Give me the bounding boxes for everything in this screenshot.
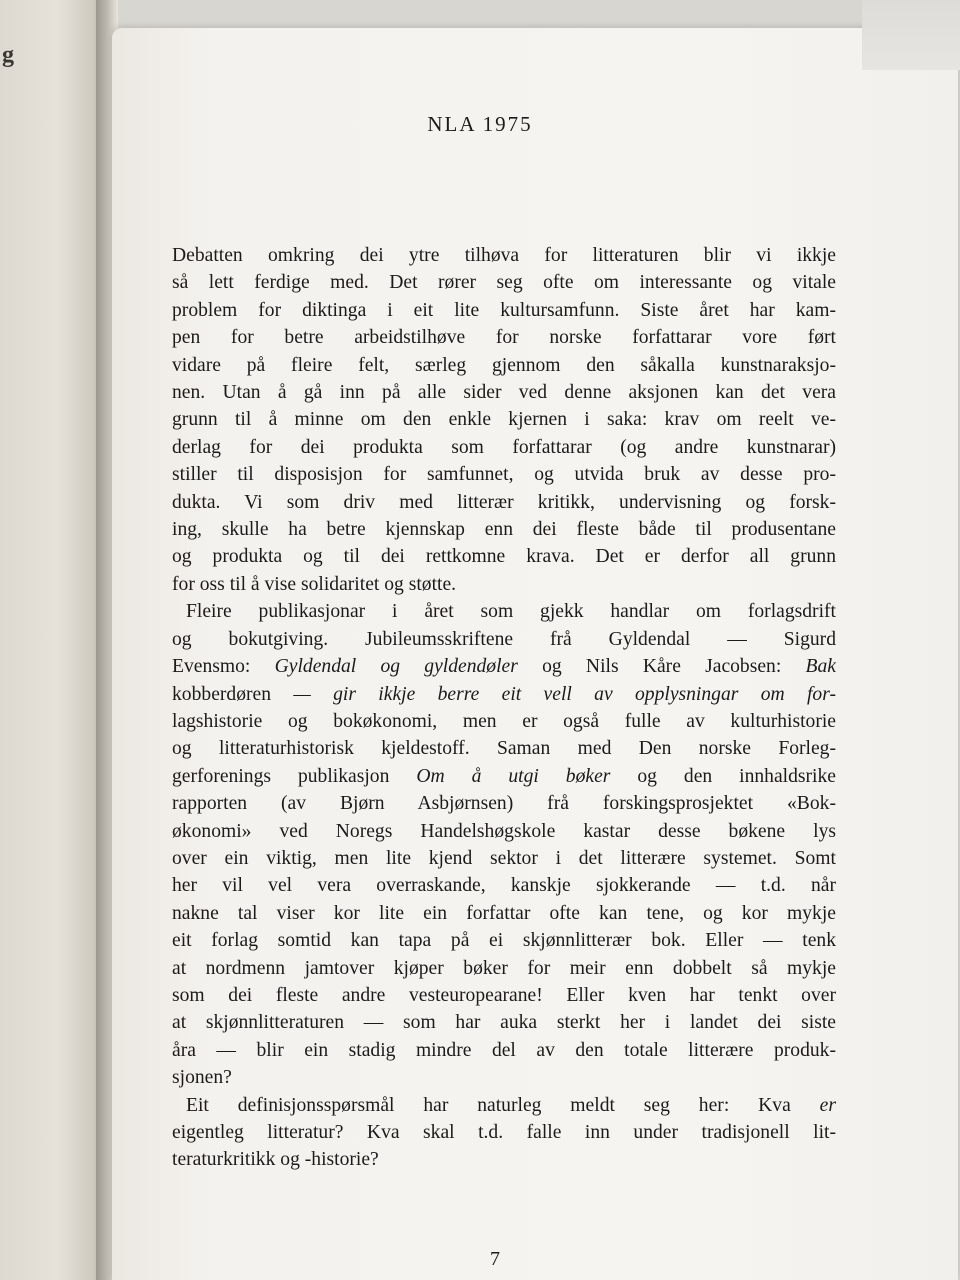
text-line [172, 845, 836, 872]
text-line [172, 1037, 836, 1064]
text-line [172, 269, 836, 296]
text-line [172, 1009, 836, 1036]
text-line [172, 626, 836, 653]
body-text [172, 242, 836, 1174]
text-line [172, 900, 836, 927]
text-segment: at skjønnlitteraturen — som har auka sterkt her i landet dei siste [172, 1012, 836, 1034]
text-line [172, 324, 836, 351]
text-line [172, 708, 836, 735]
paragraph-3 [172, 1092, 836, 1174]
text-line [172, 955, 836, 982]
text-segment: problem for diktinga i eit lite kultursamfunn. Siste året har kam- [172, 299, 836, 321]
text-segment: derlag for dei produkta som forfattarar (og andre kunstnarar) [172, 436, 836, 458]
text-segment: nakne tal viser kor lite ein forfattar ofte kan tene, og kor mykje [172, 902, 836, 924]
text-segment: ing, skulle ha betre kjennskap enn dei fleste både til produsentane [172, 519, 836, 541]
text-segment: dukta. Vi som driv med litterær kritikk, undervisning og forsk- [172, 491, 836, 513]
text-segment: og produkta og til dei rettkomne krava. Det er derfor all grunn [172, 546, 836, 568]
text-segment: og bokutgiving. Jubileumsskriftene frå Gyldendal — Sigurd [172, 628, 836, 650]
text-line [172, 1064, 836, 1091]
text-line [172, 297, 836, 324]
text-line [172, 242, 836, 269]
text-line [172, 872, 836, 899]
text-segment: nen. Utan å gå inn på alle sider ved denne aksjonen kan det vera [172, 382, 836, 404]
text-segment: Evensmo: [172, 656, 275, 678]
text-segment: sjonen? [172, 1067, 232, 1089]
text-segment: eit forlag somtid kan tapa på ei skjønnlitterær bok. Eller — tenk [172, 930, 836, 952]
text-segment: Eit definisjonsspørsmål har naturleg meldt seg her: Kva [186, 1094, 820, 1116]
text-line [172, 489, 836, 516]
paragraph-2 [172, 598, 836, 1091]
text-line [172, 735, 836, 762]
text-segment: så lett ferdige med. Det rører seg ofte om interessante og vitale [172, 272, 836, 294]
text-line [172, 1092, 836, 1119]
text-segment: Debatten omkring dei ytre tilhøva for litteraturen blir vi ikkje [172, 245, 836, 266]
text-line [172, 1119, 836, 1146]
text-line [172, 790, 836, 817]
text-segment: gerforenings publikasjon [172, 765, 417, 787]
italic-title: er [819, 1094, 836, 1116]
desk-surface [862, 0, 960, 70]
text-segment: pen for betre arbeidstilhøve for norske forfattarar vore ført [172, 327, 836, 349]
text-line [172, 1146, 836, 1173]
text-line [172, 406, 836, 433]
text-line [172, 543, 836, 570]
text-segment: som dei fleste andre vesteuropearane! Eller kven har tenkt over [172, 984, 836, 1006]
text-segment: åra — blir ein stadig mindre del av den totale litterære produk- [172, 1039, 836, 1061]
left-page [0, 0, 104, 1280]
text-segment: økonomi» ved Noregs Handelshøgskole kastar desse bøkene lys [172, 820, 836, 842]
text-segment: eigentleg litteratur? Kva skal t.d. falle inn under tradisjonell lit- [172, 1122, 836, 1143]
text-segment: for oss til å vise solidaritet og støtte. [172, 573, 457, 595]
left-page-edge-letter: g [2, 42, 14, 68]
text-segment: lagshistorie og bokøkonomi, men er også fulle av kulturhistorie [172, 710, 836, 732]
text-segment: teraturkritikk og -historie? [172, 1149, 379, 1171]
text-line [172, 763, 836, 790]
italic-title: Bak [805, 656, 836, 678]
text-segment: Fleire publikasjonar i året som gjekk handlar om forlagsdrift [186, 601, 836, 623]
text-segment: at nordmenn jamtover kjøper bøker for meir enn dobbelt så mykje [172, 957, 836, 979]
page-number: 7 [490, 1248, 500, 1270]
text-line [172, 571, 836, 598]
text-line [172, 516, 836, 543]
running-header: NLA 1975 [427, 112, 533, 136]
text-line [172, 379, 836, 406]
text-segment: grunn til å minne om den enkle kjernen i saka: krav om reelt ve- [172, 409, 836, 431]
text-segment: og litteraturhistorisk kjeldestoff. Saman med Den norske Forleg- [172, 738, 836, 760]
text-line [172, 352, 836, 379]
text-segment: rapporten (av Bjørn Asbjørnsen) frå forskingsprosjektet «Bok- [172, 793, 836, 815]
text-segment: stiller til disposisjon for samfunnet, og utvida bruk av desse pro- [172, 464, 836, 486]
text-segment: kobberdøren [172, 683, 272, 705]
text-line [172, 681, 836, 708]
text-segment: og Nils Kåre Jacobsen: [517, 656, 806, 678]
text-line [172, 927, 836, 954]
text-segment: her vil vel vera overraskande, kanskje sjokkerande — t.d. når [172, 875, 836, 897]
text-line [172, 818, 836, 845]
paragraph-1 [172, 242, 836, 598]
italic-title: Om å utgi bøker [416, 765, 611, 787]
text-line [172, 598, 836, 625]
text-line [172, 461, 836, 488]
italic-title: Gyldendal og gyldendøler [274, 656, 518, 678]
text-line [172, 434, 836, 461]
text-line [172, 653, 836, 680]
text-segment: vidare på fleire felt, særleg gjennom den såkalla kunstnaraksjo- [172, 354, 836, 376]
text-segment: og den innhaldsrike [610, 765, 836, 787]
text-line [172, 982, 836, 1009]
text-segment: over ein viktig, men lite kjend sektor i det litterære systemet. Somt [172, 847, 836, 869]
italic-title: — gir ikkje berre eit vell av opplysningar om for- [271, 683, 836, 705]
